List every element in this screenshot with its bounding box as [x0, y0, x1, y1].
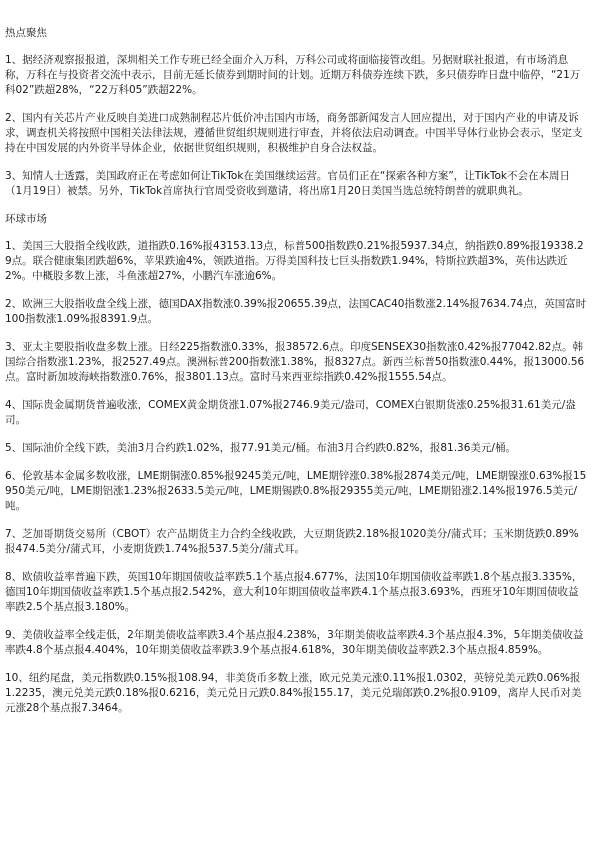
market-item-5: 5、国际油价全线下跌，美油3月合约跌1.02%，报77.91美元/桶。布油3月合约跌0.82%，报81.36美元/桶。 [5, 442, 516, 454]
section-title-hot-topics: 热点聚焦 [5, 27, 47, 39]
market-item-10: 10、纽约尾盘，美元指数跌0.15%报108.94，非美货币多数上涨，欧元兑美元涨0.11%报1.0302，英镑兑美元跌0.06%报1.2235，澳元兑美元跌0.18%报0.6216，美元兑日元跌0.84%报155.17，美元兑瑞郎跌0.2%报0.9109，离岸人民币对美元涨28个基点报7.3464。 [5, 672, 582, 714]
market-item-7: 7、芝加哥期货交易所（CBOT）农产品期货主力合约全线收跌，大豆期货跌2.18%报1020美分/蒲式耳；玉米期货跌0.89%报474.5美分/蒲式耳，小麦期货跌1.74%报537.5美分/蒲式耳。 [5, 528, 579, 555]
hot-topic-item-2: 2、国内有关芯片产业反映自美进口成熟制程芯片低价冲击国内市场，商务部新闻发言人回应提出，对于国内产业的申请及诉求，调查机关将按照中国相关法律法规，遵循世贸组织规则进行审查，并将依法启动调查。中国半导体行业协会表示，坚定支持在中国发展的内外资半导体企业，依据世贸组织规则，积极维护自身合法权益。 [5, 112, 583, 154]
market-item-4: 4、国际贵金属期货普遍收涨，COMEX黄金期货涨1.07%报2746.9美元/盎司，COMEX白银期货涨0.25%报31.61美元/盎司。 [5, 399, 576, 426]
hot-topic-item-1: 1、据经济观察报报道，深圳相关工作专班已经全面介入万科，万科公司或将面临接管改组。另据财联社报道，有市场消息称，万科在与投资者交流中表示，目前无延长债券到期时间的计划。近期万科债券连续下跌，多只债券昨日盘中临停，“21万科02”跌超28%，“22万科05”跌超22%。 [5, 54, 581, 96]
market-item-8: 8、欧债收益率普遍下跌，英国10年期国债收益率跌5.1个基点报4.677%，法国10年期国债收益率跌1.8个基点报3.335%，德国10年期国债收益率跌1.5个基点报2.542%，意大利10年期国债收益率跌4.1个基点报3.693%，西班牙10年期国债收益率跌2.5个基点报3.180%。 [5, 571, 583, 613]
hot-topic-item-3: 3、知情人士透露，美国政府正在考虑如何让TikTok在美国继续运营。官员们正在“探索各种方案”，让TikTok不会在本周日（1月19日）被禁。另外，TikTok首席执行官周受资收到邀请，将出席1月20日美国当选总统特朗普的就职典礼。 [5, 170, 571, 197]
market-item-2: 2、欧洲三大股指收盘全线上涨，德国DAX指数涨0.39%报20655.39点，法国CAC40指数涨2.14%报7634.74点，英国富时100指数涨1.09%报8391.9点。 [5, 298, 587, 325]
section-title-global-markets: 环球市场 [5, 213, 47, 225]
market-item-1: 1、美国三大股指全线收跌，道指跌0.16%报43153.13点，标普500指数跌0.21%报5937.34点，纳指跌0.89%报19338.29点。联合健康集团跌超6%，苹果跌逾4%，领跌道指。万得美国科技七巨头指数跌1.94%，特斯拉跌超3%，英伟达跌近2%。中概股多数上涨，斗鱼涨超27%，小鹏汽车涨逾6%。 [5, 240, 584, 282]
market-item-3: 3、亚太主要股指收盘多数上涨。日经225指数涨0.33%，报38572.6点。印度SENSEX30指数涨0.42%报77042.82点。韩国综合指数涨1.23%，报2527.49点。澳洲标普200指数涨1.38%，报8327点。新西兰标普50指数涨0.44%，报13000.56点。富时新加坡海峡指数涨0.76%，报3801.13点。富时马来西亚综指跌0.42%报1555.54点。 [5, 341, 585, 383]
market-item-6: 6、伦敦基本金属多数收涨，LME期铜涨0.85%报9245美元/吨，LME期锌涨0.38%报2874美元/吨，LME期镍涨0.63%报15950美元/吨，LME期铝涨1.23%报2633.5美元/吨，LME期锡跌0.8%报29355美元/吨，LME期铅涨2.14%报1976.5美元/吨。 [5, 470, 587, 512]
document-page [5, 26, 587, 729]
market-item-9: 9、美债收益率全线走低，2年期美债收益率跌3.4个基点报4.238%，3年期美债收益率跌4.3个基点报4.3%，5年期美债收益率跌4.8个基点报4.404%，10年期美债收益率跌3.9个基点报4.618%，30年期美债收益率跌2.3个基点报4.859%。 [5, 629, 584, 656]
